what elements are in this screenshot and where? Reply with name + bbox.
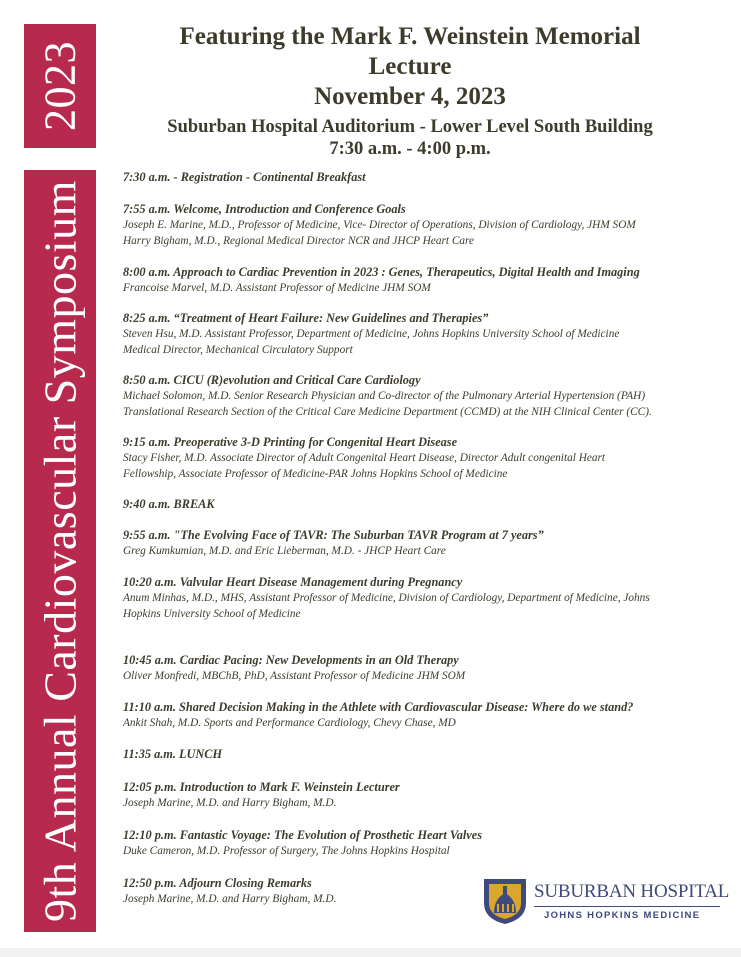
logo-hospital-name: SUBURBAN HOSPITAL xyxy=(534,881,730,902)
agenda-item-title: 12:05 p.m. Introduction to Mark F. Weinstein Lecturer xyxy=(123,780,400,794)
agenda-item-title: 9:15 a.m. Preoperative 3-D Printing for Congenital Heart Disease xyxy=(123,435,458,449)
agenda-item-speaker: Michael Solomon, M.D. Senior Research Physician and Co-director of the Pulmonary Arterial Hypertension (PAH) xyxy=(123,390,646,402)
logo-divider xyxy=(534,906,720,907)
agenda-item-speaker: Joseph E. Marine, M.D., Professor of Medicine, Vice- Director of Operations, Division of Cardiology, JHM SOM xyxy=(123,219,636,231)
agenda-item xyxy=(123,311,723,358)
agenda-item-speaker: Joseph Marine, M.D. and Harry Bigham, M.D. xyxy=(123,893,337,905)
suburban-hospital-logo xyxy=(482,877,730,925)
year-banner xyxy=(24,24,96,148)
agenda-item-speaker: Duke Cameron, M.D. Professor of Surgery, The Johns Hopkins Hospital xyxy=(123,845,450,857)
agenda-item-speaker: Harry Bigham, M.D., Regional Medical Director NCR and JHCP Heart Care xyxy=(123,235,474,247)
agenda-item-speaker: Medical Director, Mechanical Circulatory Support xyxy=(123,344,353,356)
agenda-item-title: 12:10 p.m. Fantastic Voyage: The Evolution of Prosthetic Heart Valves xyxy=(123,828,482,842)
header-title-line2: Lecture xyxy=(368,53,452,80)
agenda-item xyxy=(123,265,723,296)
agenda-item-title: 7:30 a.m. - Registration - Continental Breakfast xyxy=(123,170,366,184)
agenda-item-title: 9:40 a.m. BREAK xyxy=(123,497,215,511)
agenda-item xyxy=(123,373,723,420)
agenda-item-speaker: Joseph Marine, M.D. and Harry Bigham, M.D. xyxy=(123,797,337,809)
header-title-line1: Featuring the Mark F. Weinstein Memorial xyxy=(179,23,641,50)
event-location: Suburban Hospital Auditorium - Lower Level South Building xyxy=(167,117,653,137)
agenda-item-speaker: Francoise Marvel, M.D. Assistant Professor of Medicine JHM SOM xyxy=(123,282,431,294)
agenda-item-title: 12:50 p.m. Adjourn Closing Remarks xyxy=(123,876,312,890)
page-bottom-edge xyxy=(0,948,741,957)
event-time: 7:30 a.m. - 4:00 p.m. xyxy=(329,139,491,159)
year-text: 2023 xyxy=(35,41,85,131)
agenda-item xyxy=(123,170,723,185)
agenda-item-title: 9:55 a.m. "The Evolving Face of TAVR: The Suburban TAVR Program at 7 years” xyxy=(123,528,544,542)
page-header xyxy=(110,22,710,160)
agenda-item xyxy=(123,497,723,512)
agenda-item-speaker: Translational Research Section of the Critical Care Medicine Department (CCMD) at the NIH Clinical Center (CC). xyxy=(123,406,652,418)
agenda-item-speaker: Stacy Fisher, M.D. Associate Director of Adult Congenital Heart Disease, Director Adult congenital Heart xyxy=(123,452,606,464)
agenda-item-speaker: Steven Hsu, M.D. Assistant Professor, Department of Medicine, Johns Hopkins University School of Medicine xyxy=(123,328,620,340)
agenda-item-title: 11:10 a.m. Shared Decision Making in the Athlete with Cardiovascular Disease: Where do we stand? xyxy=(123,700,634,714)
symposium-title-banner xyxy=(24,170,96,932)
agenda-item xyxy=(123,653,723,684)
agenda-item-title: 11:35 a.m. LUNCH xyxy=(123,747,223,761)
agenda-item-speaker: Hopkins University School of Medicine xyxy=(123,608,301,620)
agenda-item xyxy=(123,202,723,249)
agenda-item-speaker: Ankit Shah, M.D. Sports and Performance Cardiology, Chevy Chase, MD xyxy=(123,717,456,729)
agenda-item-speaker: Oliver Monfredi, MBChB, PhD, Assistant Professor of Medicine JHM SOM xyxy=(123,670,466,682)
agenda-item-title: 8:00 a.m. Approach to Cardiac Prevention in 2023 : Genes, Therapeutics, Digital Health and Imaging xyxy=(123,265,640,279)
agenda-item-speaker: Greg Kumkumian, M.D. and Eric Lieberman, M.D. - JHCP Heart Care xyxy=(123,545,446,557)
agenda-item xyxy=(123,828,723,859)
agenda-item-speaker: Anum Minhas, M.D., MHS, Assistant Professor of Medicine, Division of Cardiology, Department of Medicine, Johns xyxy=(123,592,650,604)
agenda-item xyxy=(123,435,723,482)
logo-subtitle: JOHNS HOPKINS MEDICINE xyxy=(544,910,701,921)
agenda-item xyxy=(123,700,723,731)
agenda-item-title: 10:20 a.m. Valvular Heart Disease Management during Pregnancy xyxy=(123,575,463,589)
agenda-item-title: 8:25 a.m. “Treatment of Heart Failure: New Guidelines and Therapies” xyxy=(123,311,489,325)
agenda-item xyxy=(123,747,723,762)
agenda-item xyxy=(123,780,723,811)
symposium-title: 9th Annual Cardiovascular Symposium xyxy=(34,180,86,922)
event-date: November 4, 2023 xyxy=(314,83,506,110)
agenda-item-title: 8:50 a.m. CICU (R)evolution and Critical Care Cardiology xyxy=(123,373,421,387)
agenda-item-title: 10:45 a.m. Cardiac Pacing: New Developments in an Old Therapy xyxy=(123,653,459,667)
agenda-item xyxy=(123,575,723,622)
agenda-item-title: 7:55 a.m. Welcome, Introduction and Conference Goals xyxy=(123,202,406,216)
agenda-item-speaker: Fellowship, Associate Professor of Medicine-PAR Johns Hopkins School of Medicine xyxy=(123,468,508,480)
dome-shield-icon xyxy=(482,877,528,925)
agenda-item xyxy=(123,528,723,559)
